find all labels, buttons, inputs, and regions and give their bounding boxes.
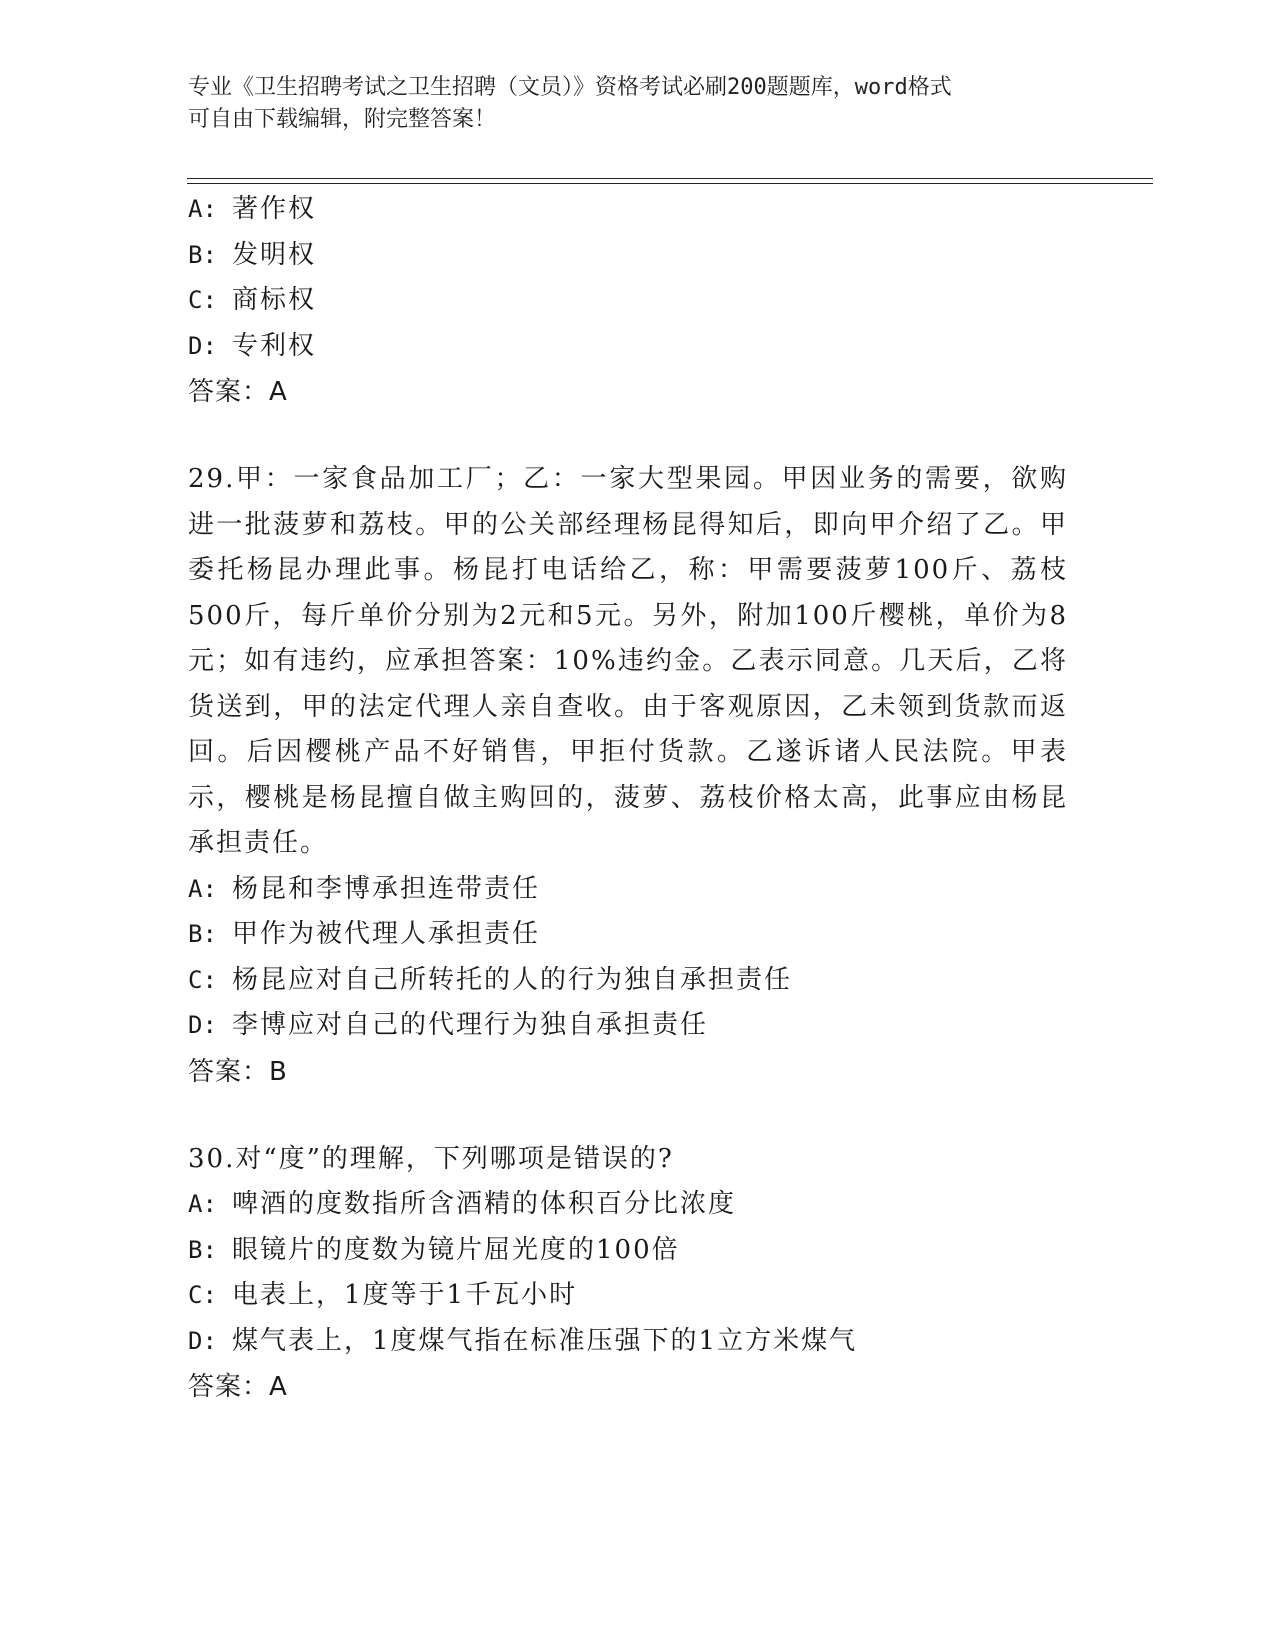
option-a bbox=[188, 1182, 1088, 1228]
option-text: 发明权 bbox=[232, 239, 317, 270]
option-text: 著作权 bbox=[232, 194, 317, 224]
option-c bbox=[188, 1273, 1088, 1319]
answer-label: 答案： bbox=[188, 1372, 270, 1402]
option-letter: B: bbox=[188, 240, 217, 269]
question-29 bbox=[188, 457, 1088, 1095]
option-letter: A: bbox=[188, 874, 217, 903]
option-a bbox=[188, 187, 1088, 233]
option-letter: C: bbox=[188, 1281, 217, 1309]
option-letter: B: bbox=[188, 920, 217, 948]
document-body bbox=[188, 187, 1088, 1410]
answer-value: A bbox=[269, 1372, 287, 1402]
option-b bbox=[188, 233, 1088, 279]
page-header bbox=[188, 72, 1068, 136]
option-text: 眼镜片的度数为镜片屈光度的100倍 bbox=[232, 1234, 680, 1265]
option-letter: C: bbox=[188, 286, 217, 314]
option-text: 杨昆和李博承担连带责任 bbox=[232, 873, 541, 904]
answer-value: A bbox=[269, 377, 287, 407]
header-divider bbox=[187, 178, 1153, 184]
option-d bbox=[188, 1319, 1088, 1365]
option-text: 甲作为被代理人承担责任 bbox=[232, 919, 541, 949]
answer-value: B bbox=[269, 1056, 287, 1087]
header-line-2: 可自由下载编辑，附完整答案！ bbox=[188, 107, 497, 132]
option-b bbox=[188, 912, 1088, 958]
option-text: 啤酒的度数指所含酒精的体积百分比浓度 bbox=[232, 1189, 737, 1219]
option-b bbox=[188, 1228, 1088, 1274]
question-text: 29.甲：一家食品加工厂；乙：一家大型果园。甲因业务的需要，欲购进一批菠萝和荔枝。甲的公关部经理杨昆得知后，即向甲介绍了乙。甲委托杨昆办理此事。杨昆打电话给乙，称：甲需要菠萝100斤、荔枝500斤，每斤单价分别为2元和5元。另外，附加100斤樱桃，单价为8元；如有违约，应承担答案：10%违约金。乙表示同意。几天后，乙将货送到，甲的法定代理人亲自查收。由于客观原因，乙未领到货款而返回。后因樱桃产品不好销售，甲拒付货款。乙遂诉诸人民法院。甲表示，樱桃是杨昆擅自做主购回的，菠萝、荔枝价格太高，此事应由杨昆承担责任。 bbox=[188, 464, 1068, 858]
option-text: 杨昆应对自己所转托的人的行为独自承担责任 bbox=[232, 964, 793, 995]
question-28 bbox=[188, 187, 1088, 415]
option-a bbox=[188, 867, 1088, 913]
option-letter: A: bbox=[188, 195, 217, 223]
answer-line bbox=[188, 1364, 1088, 1410]
answer-line bbox=[188, 369, 1088, 415]
option-d bbox=[188, 1003, 1088, 1049]
option-text: 专利权 bbox=[232, 330, 317, 361]
option-letter: B: bbox=[188, 1235, 217, 1264]
option-text: 李博应对自己的代理行为独自承担责任 bbox=[232, 1010, 709, 1040]
option-letter: D: bbox=[188, 1011, 217, 1039]
option-c bbox=[188, 278, 1088, 324]
answer-line bbox=[188, 1049, 1088, 1095]
option-text: 煤气表上，1度煤气指在标准压强下的1立方米煤气 bbox=[232, 1325, 858, 1356]
option-text: 商标权 bbox=[232, 285, 317, 315]
question-30 bbox=[188, 1137, 1088, 1411]
spacer bbox=[188, 415, 1088, 457]
header-line-1: 专业《卫生招聘考试之卫生招聘（文员）》资格考试必刷200题题库，word格式 bbox=[188, 75, 952, 100]
option-letter: C: bbox=[188, 965, 217, 994]
option-letter: D: bbox=[188, 1326, 217, 1355]
option-c bbox=[188, 958, 1088, 1004]
option-text: 电表上，1度等于1千瓦小时 bbox=[232, 1280, 578, 1310]
answer-label: 答案： bbox=[188, 377, 270, 407]
question-text: 30.对“度”的理解，下列哪项是错误的? bbox=[188, 1143, 674, 1174]
spacer bbox=[188, 1095, 1088, 1137]
option-d bbox=[188, 324, 1088, 370]
option-letter: A: bbox=[188, 1190, 217, 1218]
answer-label: 答案： bbox=[188, 1056, 270, 1087]
option-letter: D: bbox=[188, 331, 217, 360]
